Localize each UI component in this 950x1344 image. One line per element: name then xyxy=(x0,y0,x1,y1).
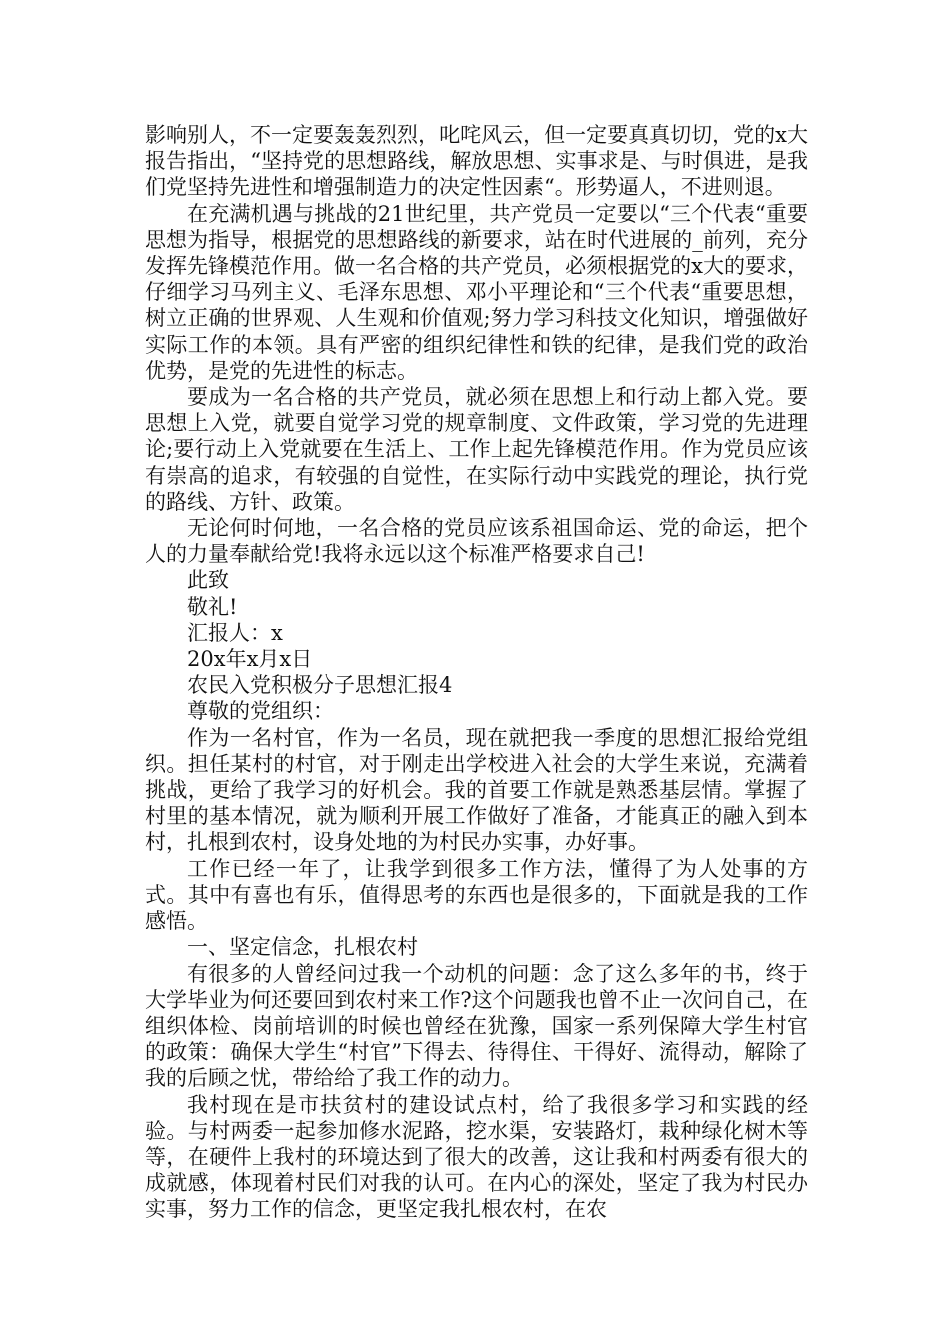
closing-line: 此致 xyxy=(187,568,229,593)
paragraph-requirements: 在充满机遇与挑战的21世纪里，共产党员一定要以“三个代表“重要思想为指导，根据党的思想路线的新要求，站在时代进展的_前列，充分发挥先锋模范作用。做一名合格的共产党员，必须根据党的x大的要求，仔细学习马列主义、毛泽东思想、邓小平理论和“三个代表“重要思想，树立正确的世界观、人生观和价值观;努力学习科技文化知识，增强做好实际工作的本领。具有严密的组织纪律性和铁的纪律，是我们党的政治优势，是党的先进性的标志。 xyxy=(145,201,808,383)
paragraph-commitment: 无论何时何地，一名合格的党员应该系祖国命运、党的命运，把个人的力量奉献给党!我将永远以这个标准严格要求自己! xyxy=(145,516,808,567)
date-line: 20x年x月x日 xyxy=(187,647,313,672)
paragraph-one-year: 工作已经一年了，让我学到很多工作方法，懂得了为人处事的方式。其中有喜也有乐，值得思考的东西也是很多的，下面就是我的工作感悟。 xyxy=(145,856,808,934)
paragraph-village-official: 作为一名村官，作为一名员，现在就把我一季度的思想汇报给党组织。担任某村的村官，对于刚走出学校进入社会的大学生来说，充满着挑战，更给了我学习的好机会。我的首要工作就是熟悉基层情。掌握了村里的基本情况，就为顺利开展工作做好了准备，才能真正的融入到本村，扎根到农村，设身处地的为村民办实事，办好事。 xyxy=(145,725,808,855)
paragraph-join-party: 要成为一名合格的共产党员，就必须在思想上和行动上都入党。要思想上入党，就要自觉学习党的规章制度、文件政策，学习党的先进理论;要行动上入党就要在生活上、工作上起先锋模范作用。作为党员应该有崇高的追求，有较强的自觉性，在实际行动中实践党的理论，执行党的路线、方针、政策。 xyxy=(145,385,808,514)
salute-line: 敬礼! xyxy=(187,594,238,619)
section-heading: 农民入党积极分子思想汇报4 xyxy=(187,673,453,698)
paragraph-pilot-village: 我村现在是市扶贫村的建设试点村，给了我很多学习和实践的经验。与村两委一起参加修水泥路，挖水渠，安装路灯，栽种绿化树木等等，在硬件上我村的环境达到了很大的改善，这让我和村两委有很大的成就感，体现着村民们对我的认可。在内心的深处，坚定了我为村民办实事，努力工作的信念，更坚定我扎根农村，在农 xyxy=(145,1092,808,1222)
reporter-line: 汇报人：x xyxy=(187,620,283,645)
greeting-line: 尊敬的党组织： xyxy=(187,699,334,724)
subsection-heading: 一、坚定信念，扎根农村 xyxy=(187,935,418,960)
document-page xyxy=(145,122,808,1223)
paragraph-continued: 影响别人，不一定要轰轰烈烈，叱咤风云，但一定要真真切切，党的x大报告指出，“坚持党的思想路线，解放思想、实事求是、与时俱进，是我们党坚持先进性和增强制造力的决定性因素“。形势逼人，不进则退。 xyxy=(145,123,808,200)
paragraph-motivation: 有很多的人曾经问过我一个动机的问题：念了这么多年的书，终于大学毕业为何还要回到农村来工作?这个问题我也曾不止一次问自己，在组织体检、岗前培训的时候也曾经在犹豫，国家一系列保障大学生村官的政策：确保大学生“村官”下得去、待得住、干得好、流得动，解除了我的后顾之忧，带给给了我工作的动力。 xyxy=(145,961,808,1091)
